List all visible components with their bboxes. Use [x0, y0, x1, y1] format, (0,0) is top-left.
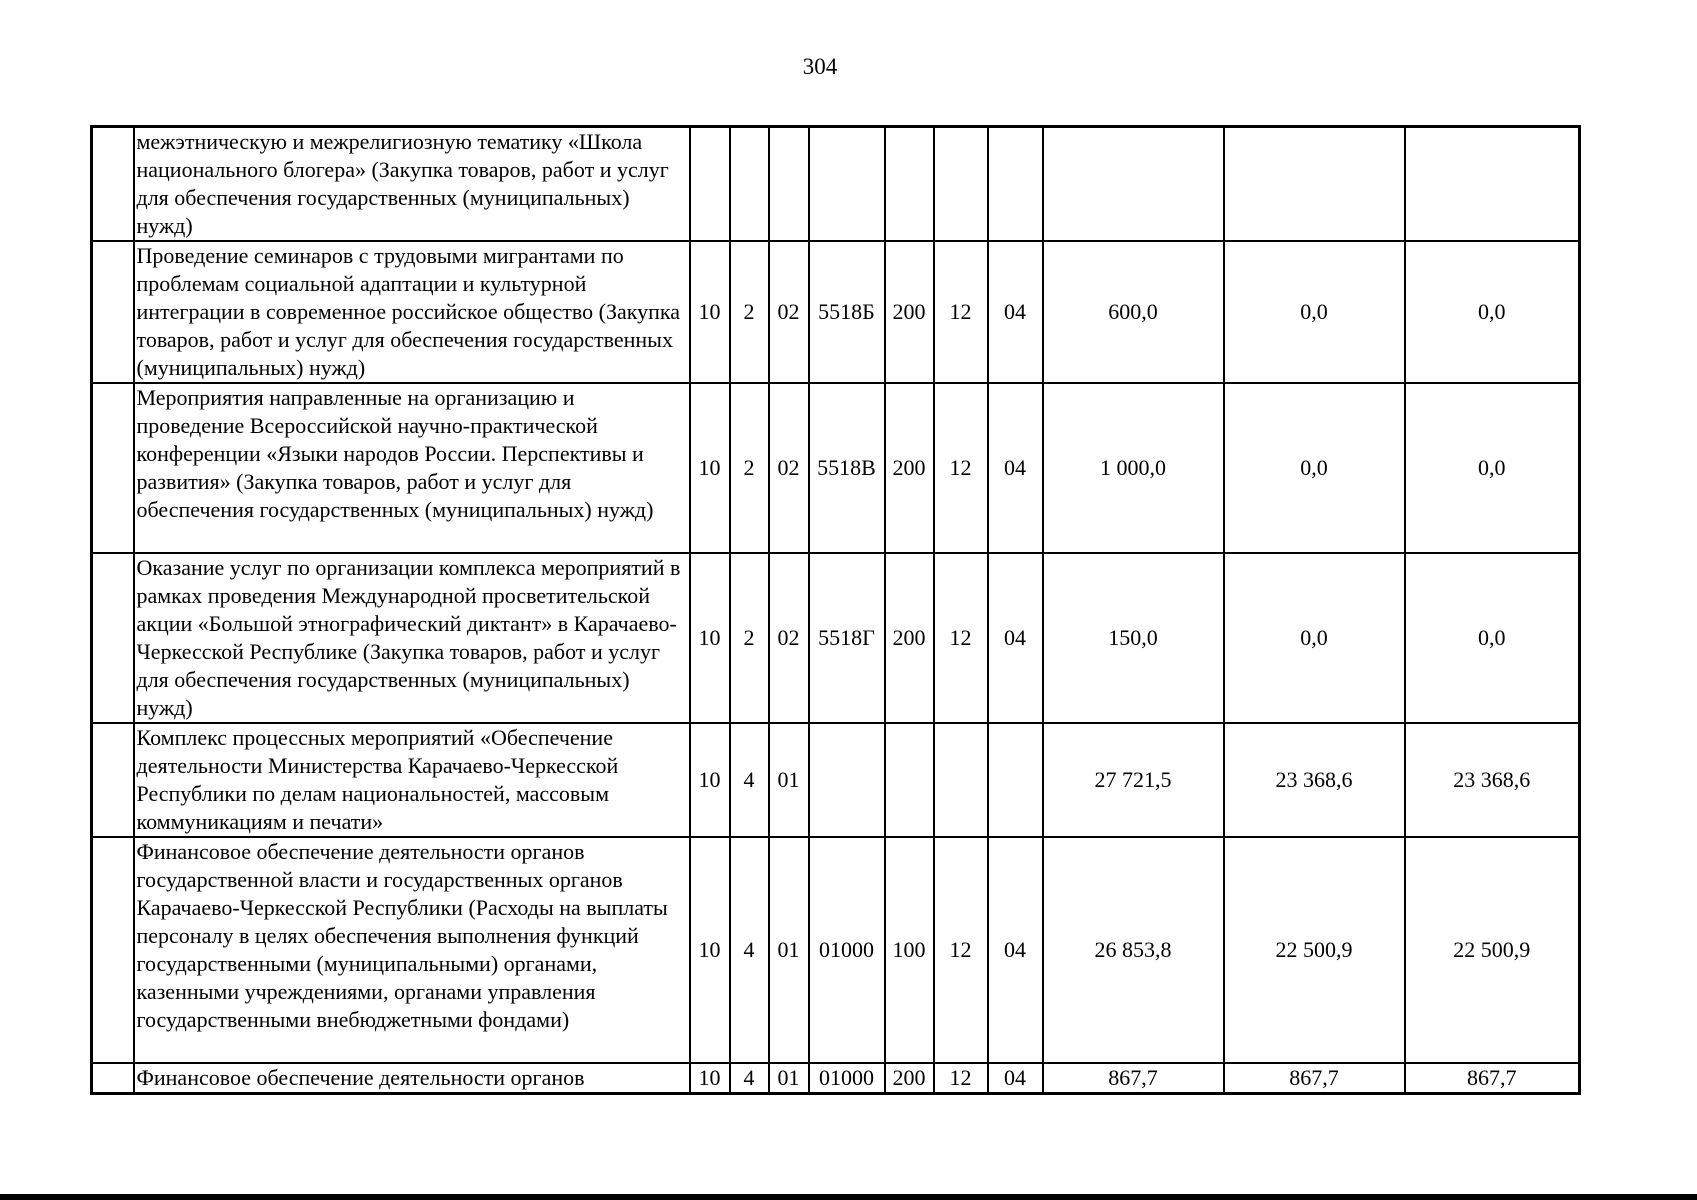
table-row — [92, 553, 1580, 723]
description-cell: Комплекс процессных мероприятий «Обеспечение деятельности Министерства Карачаево-Черкесской Республики по делам национальностей, массовым коммуникациям и печати» — [134, 723, 690, 837]
code-cell: 2 — [730, 553, 769, 723]
code-cell: 5518Б — [809, 241, 885, 383]
description-cell: межэтническую и межрелигиозную тематику «Школа национального блогера» (Закупка товаров, работ и услуг для обеспечения государственных (муниципальных) нужд) — [134, 127, 690, 242]
amount-cell: 600,0 — [1043, 241, 1224, 383]
amount-cell: 27 721,5 — [1043, 723, 1224, 837]
amount-cell: 150,0 — [1043, 553, 1224, 723]
row-number-cell — [92, 837, 134, 1063]
amount-cell: 0,0 — [1405, 383, 1580, 553]
code-cell — [885, 723, 934, 837]
code-cell — [809, 723, 885, 837]
description-cell: Оказание услуг по организации комплекса мероприятий в рамках проведения Международной просветительской акции «Большой этнографический диктант» в Карачаево-Черкесской Республике (Закупка товаров, работ и услуг для обеспечения государственных (муниципальных) нужд) — [134, 553, 690, 723]
scan-edge-bar — [0, 1194, 1697, 1200]
amount-cell: 26 853,8 — [1043, 837, 1224, 1063]
table-row — [92, 383, 1580, 553]
code-cell: 10 — [690, 1063, 730, 1094]
code-cell: 01 — [769, 1063, 809, 1094]
code-cell: 02 — [769, 383, 809, 553]
code-cell: 12 — [934, 241, 988, 383]
table-body — [92, 127, 1580, 1094]
amount-cell: 0,0 — [1405, 241, 1580, 383]
code-cell: 04 — [988, 383, 1043, 553]
table-row — [92, 241, 1580, 383]
code-cell: 01 — [769, 837, 809, 1063]
code-cell: 01000 — [809, 837, 885, 1063]
code-cell: 01 — [769, 723, 809, 837]
code-cell: 4 — [730, 723, 769, 837]
amount-cell: 867,7 — [1224, 1063, 1405, 1094]
row-number-cell — [92, 1063, 134, 1094]
code-cell: 10 — [690, 723, 730, 837]
row-number-cell — [92, 553, 134, 723]
code-cell — [690, 127, 730, 242]
code-cell: 5518В — [809, 383, 885, 553]
code-cell: 12 — [934, 1063, 988, 1094]
page-number: 304 — [802, 54, 838, 79]
description-cell: Финансовое обеспечение деятельности органов — [134, 1063, 690, 1094]
code-cell: 10 — [690, 837, 730, 1063]
code-cell: 10 — [690, 383, 730, 553]
amount-cell: 0,0 — [1224, 383, 1405, 553]
code-cell: 02 — [769, 241, 809, 383]
code-cell: 5518Г — [809, 553, 885, 723]
budget-table — [90, 125, 1581, 1095]
code-cell: 04 — [988, 241, 1043, 383]
code-cell: 4 — [730, 1063, 769, 1094]
amount-cell: 22 500,9 — [1405, 837, 1580, 1063]
amount-cell: 22 500,9 — [1224, 837, 1405, 1063]
table-row — [92, 837, 1580, 1063]
row-number-cell — [92, 723, 134, 837]
row-number-cell — [92, 127, 134, 242]
code-cell: 12 — [934, 383, 988, 553]
code-cell: 200 — [885, 383, 934, 553]
code-cell: 200 — [885, 1063, 934, 1094]
code-cell — [769, 127, 809, 242]
description-cell: Проведение семинаров с трудовыми мигрантами по проблемам социальной адаптации и культурной интеграции в современное российское общество (Закупка товаров, работ и услуг для обеспечения государственных (муниципальных) нужд) — [134, 241, 690, 383]
table-row — [92, 127, 1580, 242]
code-cell — [934, 127, 988, 242]
code-cell: 01000 — [809, 1063, 885, 1094]
code-cell: 2 — [730, 241, 769, 383]
description-cell: Мероприятия направленные на организацию и проведение Всероссийской научно-практической конференции «Языки народов России. Перспективы и развития» (Закупка товаров, работ и услуг для обеспечения государственных (муниципальных) нужд) — [134, 383, 690, 553]
amount-cell: 0,0 — [1224, 241, 1405, 383]
code-cell — [885, 127, 934, 242]
amount-cell: 1 000,0 — [1043, 383, 1224, 553]
code-cell — [988, 723, 1043, 837]
amount-cell — [1224, 127, 1405, 242]
table-row — [92, 1063, 1580, 1094]
amount-cell: 867,7 — [1043, 1063, 1224, 1094]
row-number-cell — [92, 241, 134, 383]
amount-cell: 867,7 — [1405, 1063, 1580, 1094]
code-cell: 200 — [885, 553, 934, 723]
code-cell: 12 — [934, 553, 988, 723]
code-cell: 04 — [988, 553, 1043, 723]
code-cell: 10 — [690, 553, 730, 723]
amount-cell: 23 368,6 — [1224, 723, 1405, 837]
code-cell — [988, 127, 1043, 242]
amount-cell: 0,0 — [1405, 553, 1580, 723]
code-cell: 04 — [988, 837, 1043, 1063]
code-cell: 10 — [690, 241, 730, 383]
code-cell — [809, 127, 885, 242]
description-cell: Финансовое обеспечение деятельности органов государственной власти и государственных органов Карачаево-Черкесской Республики (Расходы на выплаты персоналу в целях обеспечения выполнения функций государственными (муниципальными) органами, казенными учреждениями, органами управления государственными внебюджетными фондами) — [134, 837, 690, 1063]
amount-cell — [1043, 127, 1224, 242]
code-cell: 12 — [934, 837, 988, 1063]
code-cell: 2 — [730, 383, 769, 553]
amount-cell — [1405, 127, 1580, 242]
code-cell: 02 — [769, 553, 809, 723]
amount-cell: 23 368,6 — [1405, 723, 1580, 837]
code-cell — [730, 127, 769, 242]
amount-cell: 0,0 — [1224, 553, 1405, 723]
code-cell: 100 — [885, 837, 934, 1063]
code-cell: 04 — [988, 1063, 1043, 1094]
row-number-cell — [92, 383, 134, 553]
table-row — [92, 723, 1580, 837]
code-cell — [934, 723, 988, 837]
code-cell: 4 — [730, 837, 769, 1063]
code-cell: 200 — [885, 241, 934, 383]
